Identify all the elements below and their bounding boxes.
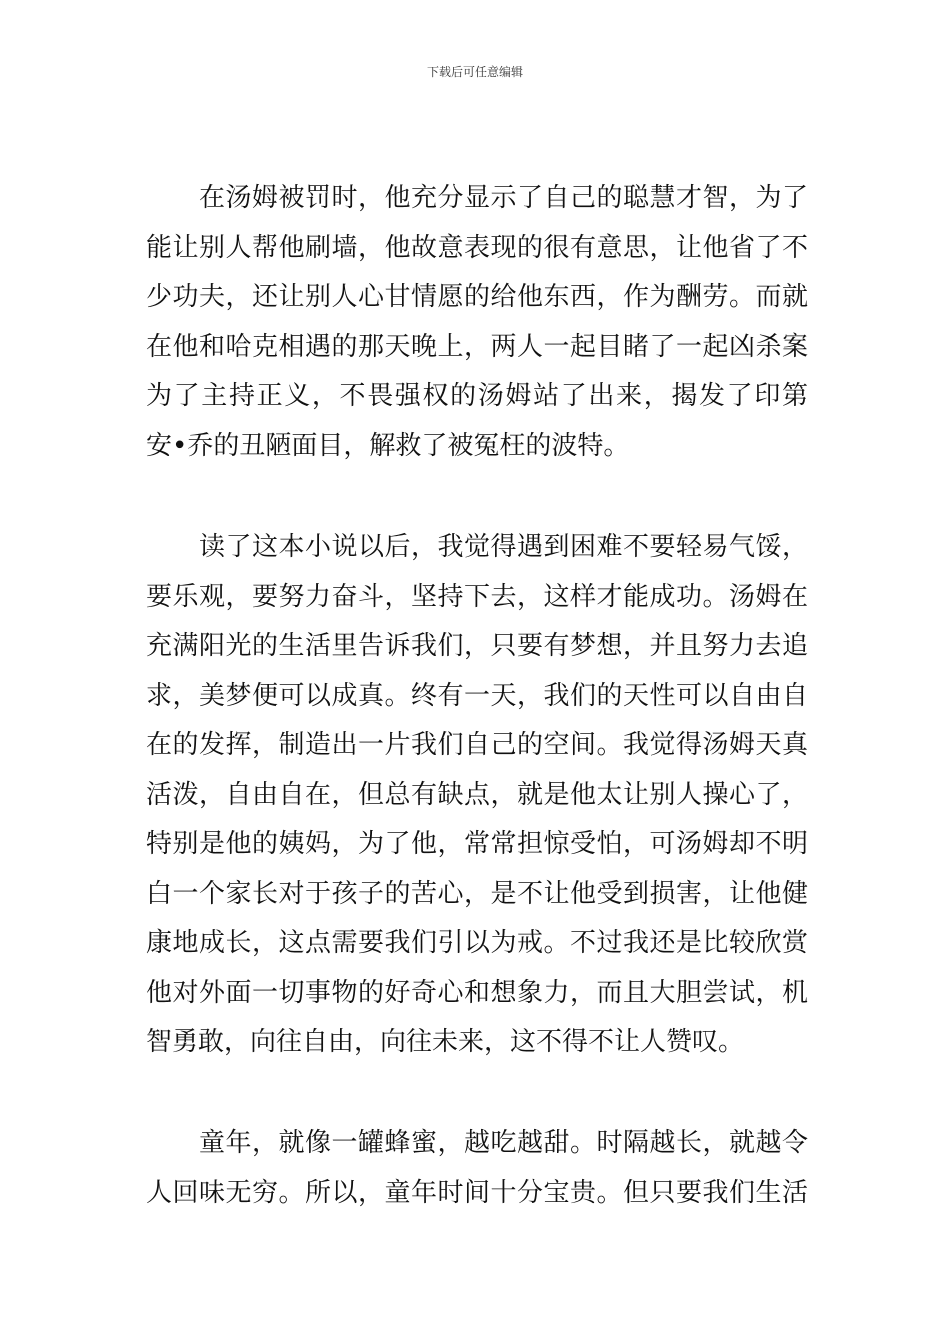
text-line: 要乐观，要努力奋斗，坚持下去，这样才能成功。汤姆在 bbox=[146, 581, 808, 612]
text-line: 在汤姆被罚时，他充分显示了自己的聪慧才智，为了 bbox=[146, 183, 808, 213]
text-line: 少功夫，还让别人心甘情愿的给他东西，作为酬劳。而就 bbox=[146, 282, 808, 312]
paragraph bbox=[146, 1119, 808, 1218]
text-line: 他对外面一切事物的好奇心和想象力，而且大胆尝试，机 bbox=[146, 977, 808, 1008]
text-line: 智勇敢，向往自由，向往未来，这不得不让人赞叹。 bbox=[146, 1027, 745, 1057]
text-line: 读了这本小说以后，我觉得遇到困难不要轻易气馁， bbox=[146, 532, 808, 562]
text-line: 为了主持正义，不畏强权的汤姆站了出来，揭发了印第 bbox=[146, 381, 808, 411]
text-line: 活泼，自由自在，但总有缺点，就是他太让别人操心了， bbox=[146, 779, 808, 810]
text-line: 求，美梦便可以成真。终有一天，我们的天性可以自由自 bbox=[146, 680, 808, 711]
paragraph bbox=[146, 523, 808, 1068]
paragraph bbox=[146, 174, 808, 471]
text-line: 在的发挥，制造出一片我们自己的空间。我觉得汤姆天真 bbox=[146, 730, 808, 760]
text-line: 充满阳光的生活里告诉我们，只要有梦想，并且努力去追 bbox=[146, 631, 808, 661]
text-line: 安•乔的丑陋面目，解救了被冤枉的波特。 bbox=[146, 430, 630, 461]
text-line: 白一个家长对于孩子的苦心，是不让他受到损害，让他健 bbox=[146, 878, 808, 909]
text-line: 能让别人帮他刷墙，他故意表现的很有意思，让他省了不 bbox=[146, 232, 808, 263]
text-line: 人回味无穷。所以，童年时间十分宝贵。但只要我们生活 bbox=[146, 1177, 808, 1208]
text-line: 童年，就像一罐蜂蜜，越吃越甜。时隔越长，就越令 bbox=[146, 1128, 808, 1158]
text-line: 在他和哈克相遇的那天晚上，两人一起目睹了一起凶杀案 bbox=[146, 331, 808, 362]
text-line: 特别是他的姨妈，为了他，常常担惊受怕，可汤姆却不明 bbox=[146, 829, 808, 859]
text-line: 康地成长，这点需要我们引以为戒。不过我还是比较欣赏 bbox=[146, 928, 808, 958]
page-header: 下载后可任意编辑 bbox=[426, 65, 523, 79]
